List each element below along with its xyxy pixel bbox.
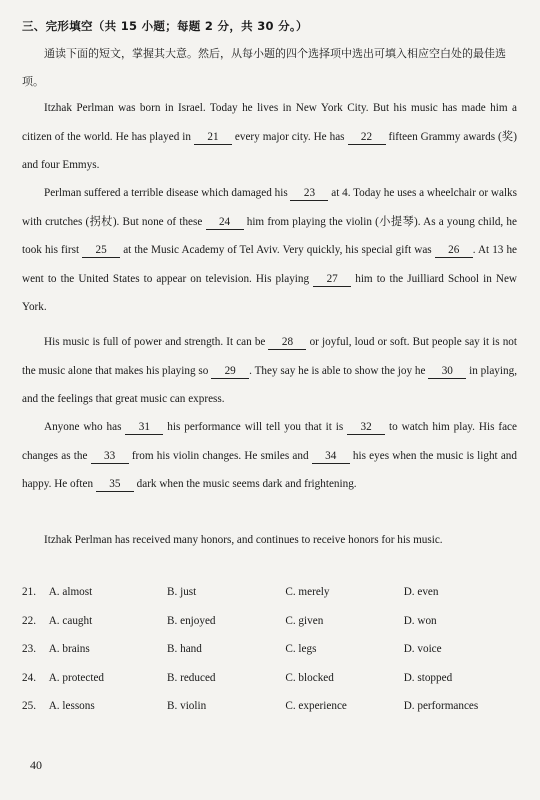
option-a[interactable]: A. lessons bbox=[48, 700, 95, 713]
blank-22[interactable]: 22 bbox=[348, 130, 386, 145]
option-a[interactable]: A. brains bbox=[48, 643, 90, 656]
instructions bbox=[22, 40, 517, 96]
option-c[interactable]: C. legs bbox=[285, 643, 317, 656]
question-number: 21. bbox=[22, 586, 36, 599]
passage-text: him to the Juilliard School in New York. bbox=[22, 272, 517, 313]
option-c[interactable]: C. merely bbox=[285, 586, 330, 599]
passage-text: fifteen Grammy awards (奖) and four Emmys. bbox=[22, 130, 517, 171]
blank-28[interactable]: 28 bbox=[268, 335, 306, 350]
passage-paragraph-4 bbox=[22, 413, 517, 499]
option-d[interactable]: D. won bbox=[403, 614, 437, 627]
passage-text: Itzhak Perlman has received many honors, and continues to receive honors for his music. bbox=[44, 534, 443, 546]
option-d[interactable]: D. performances bbox=[403, 700, 479, 713]
question-row bbox=[22, 578, 522, 607]
option-c[interactable]: C. experience bbox=[285, 700, 347, 713]
blank-21[interactable]: 21 bbox=[194, 130, 232, 145]
instructions-text: 通读下面的短文，掌握其大意。然后，从每小题的四个选择项中选出可填入相应空白处的最佳选项。 bbox=[22, 47, 506, 88]
blank-29[interactable]: 29 bbox=[211, 364, 249, 379]
option-c[interactable]: C. given bbox=[285, 614, 324, 627]
passage-text: dark when the music seems dark and frightening. bbox=[133, 478, 357, 490]
question-number: 25. bbox=[22, 700, 36, 713]
passage-paragraph-3 bbox=[22, 328, 517, 414]
passage-text: from his violin changes. He smiles and bbox=[128, 449, 312, 462]
blank-26[interactable]: 26 bbox=[435, 243, 473, 258]
passage-text: or joyful, loud or soft. But people say it is not the music alone that makes his playing so bbox=[22, 336, 518, 377]
option-c[interactable]: C. blocked bbox=[285, 671, 334, 684]
passage-paragraph-2 bbox=[22, 179, 517, 322]
section-heading: 三、完形填空（共 15 小题；每题 2 分，共 30 分。） bbox=[22, 19, 308, 33]
option-b[interactable]: B. enjoyed bbox=[167, 614, 216, 627]
question-row bbox=[22, 664, 522, 693]
blank-30[interactable]: 30 bbox=[428, 364, 466, 379]
passage-paragraph-1 bbox=[22, 94, 517, 180]
passage-text: . At 13 he went to the United States to appear on television. His playing bbox=[22, 244, 517, 285]
passage-text: in playing, and the feelings that great music can express. bbox=[22, 364, 517, 405]
question-row bbox=[22, 692, 522, 721]
question-number: 24. bbox=[22, 671, 36, 684]
option-b[interactable]: B. reduced bbox=[167, 671, 216, 684]
blank-34[interactable]: 34 bbox=[312, 449, 350, 464]
passage-text: his performance will tell you that it is bbox=[163, 421, 348, 433]
option-a[interactable]: A. protected bbox=[48, 671, 105, 684]
blank-27[interactable]: 27 bbox=[313, 272, 351, 287]
question-row bbox=[22, 607, 522, 636]
option-b[interactable]: B. just bbox=[167, 586, 197, 599]
passage-text: to watch him play. His face changes as the bbox=[22, 421, 517, 462]
blank-24[interactable]: 24 bbox=[206, 215, 244, 230]
option-a[interactable]: A. almost bbox=[48, 586, 93, 599]
page-number: 40 bbox=[30, 758, 42, 772]
passage-text: . They say he is able to show the joy he bbox=[249, 364, 429, 377]
blank-31[interactable]: 31 bbox=[125, 420, 163, 435]
question-number: 23. bbox=[22, 643, 36, 656]
option-d[interactable]: D. voice bbox=[403, 643, 442, 656]
passage-text: at 4. Today he uses a wheelchair or walks with crutches (拐杖). But none of these bbox=[22, 187, 518, 228]
question-row bbox=[22, 635, 522, 664]
question-number: 22. bbox=[22, 614, 36, 627]
passage-text: at the Music Academy of Tel Aviv. Very quickly, his special gift was bbox=[120, 244, 435, 256]
passage-paragraph-5 bbox=[22, 526, 517, 555]
option-b[interactable]: B. violin bbox=[167, 700, 207, 713]
option-d[interactable]: D. stopped bbox=[403, 671, 453, 684]
blank-32[interactable]: 32 bbox=[347, 420, 385, 435]
question-options bbox=[22, 578, 522, 721]
passage-text: every major city. He has bbox=[231, 130, 348, 143]
passage-text: him from playing the violin (小提琴). As a young child, he took his first bbox=[22, 215, 517, 256]
blank-25[interactable]: 25 bbox=[82, 243, 120, 258]
passage-text: His music is full of power and strength. It can be bbox=[44, 336, 269, 348]
option-d[interactable]: D. even bbox=[403, 586, 439, 599]
passage-text: Itzhak Perlman was born in Israel. Today he lives in New York City. But his music has made him a citizen of the world. He has played in bbox=[22, 102, 517, 143]
option-a[interactable]: A. caught bbox=[48, 614, 93, 627]
option-b[interactable]: B. hand bbox=[167, 643, 202, 656]
passage-text: Anyone who has bbox=[44, 421, 126, 433]
passage-text: his eyes when the music is light and happy. He often bbox=[22, 449, 517, 490]
blank-33[interactable]: 33 bbox=[91, 449, 129, 464]
blank-23[interactable]: 23 bbox=[290, 186, 328, 201]
blank-35[interactable]: 35 bbox=[96, 477, 134, 492]
passage-text: Perlman suffered a terrible disease which damaged his bbox=[44, 187, 291, 199]
